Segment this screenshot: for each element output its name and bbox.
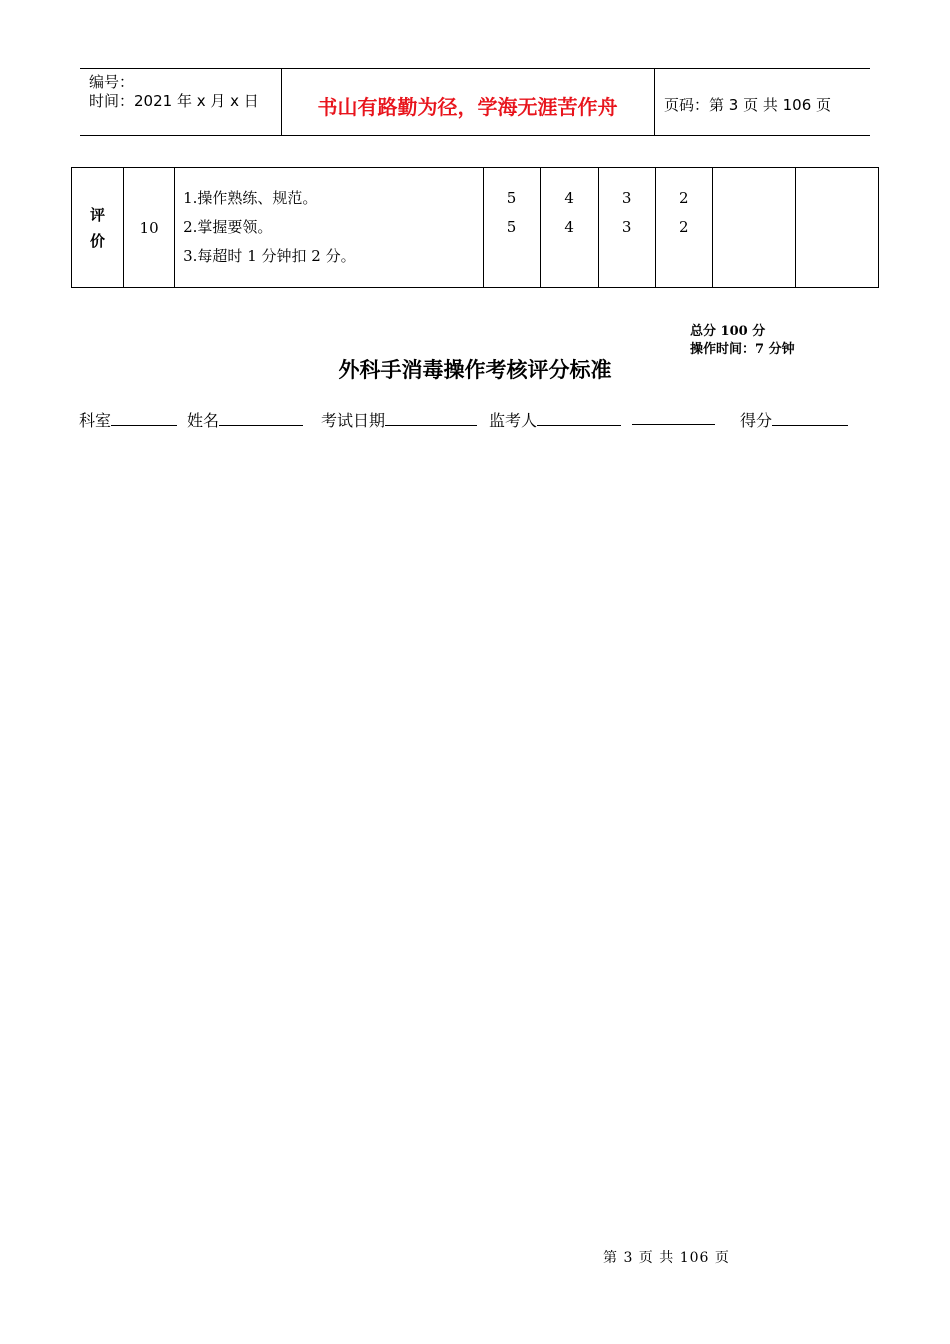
- grade-value: 3: [621, 189, 632, 207]
- page-footer: 第 3 页 共 106 页: [603, 1250, 730, 1266]
- operation-time: 操作时间：7 分钟: [690, 342, 795, 357]
- grade-value: 2: [678, 218, 689, 236]
- proctor-blank[interactable]: [537, 409, 621, 426]
- empty-cell: [712, 168, 795, 288]
- grade-value: 4: [564, 218, 574, 236]
- date-label: 时间：2021 年 x 月 x 日: [89, 92, 259, 110]
- grade-value: 4: [564, 189, 574, 207]
- score-blank[interactable]: [772, 409, 848, 426]
- exam-date-label: 考试日期: [321, 411, 386, 430]
- proctor-field: [489, 408, 621, 431]
- list-item: 1.操作熟练、规范。: [183, 189, 318, 207]
- score-field: [740, 408, 848, 431]
- category-cell: [72, 168, 124, 288]
- proctor-label: 监考人: [489, 411, 538, 430]
- grade-value: 5: [506, 218, 517, 236]
- header-divider-right: [654, 68, 655, 135]
- header-bottom-rule: [80, 135, 870, 136]
- grade-a-cell: [483, 168, 540, 288]
- score-cell: 10: [124, 168, 175, 288]
- page-title: 外科手消毒操作考核评分标准: [338, 358, 612, 382]
- name-blank[interactable]: [219, 409, 303, 426]
- department-field: [79, 408, 177, 431]
- empty-cell: [795, 168, 878, 288]
- grade-value: 5: [506, 189, 517, 207]
- extra-blank-field: [632, 408, 715, 429]
- items-cell: [175, 168, 483, 288]
- header-top-rule: [80, 68, 870, 69]
- score-label: 得分: [740, 411, 773, 430]
- list-item: 3.每超时 1 分钟扣 2 分。: [183, 247, 356, 265]
- serial-label: 编号：: [89, 73, 135, 91]
- motto: 书山有路勤为径，学海无涯苦作舟: [317, 95, 618, 119]
- exam-date-blank[interactable]: [385, 409, 477, 426]
- category-char-2: 价: [90, 231, 106, 250]
- name-field: [187, 408, 303, 431]
- extra-blank[interactable]: [632, 408, 715, 425]
- grade-d-cell: [655, 168, 712, 288]
- evaluation-table: [71, 167, 879, 288]
- department-label: 科室: [79, 411, 112, 430]
- grade-value: 3: [621, 218, 632, 236]
- table-row: [72, 168, 879, 288]
- grade-c-cell: [598, 168, 655, 288]
- total-score: 总分 100 分: [690, 324, 766, 339]
- list-item: 2.掌握要领。: [183, 218, 273, 236]
- grade-value: 2: [678, 189, 689, 207]
- page-indicator: 页码：第 3 页 共 106 页: [664, 96, 832, 114]
- category-char-1: 评: [90, 205, 106, 224]
- exam-date-field: [321, 408, 477, 431]
- name-label: 姓名: [187, 411, 220, 430]
- grade-b-cell: [540, 168, 598, 288]
- department-blank[interactable]: [111, 409, 177, 426]
